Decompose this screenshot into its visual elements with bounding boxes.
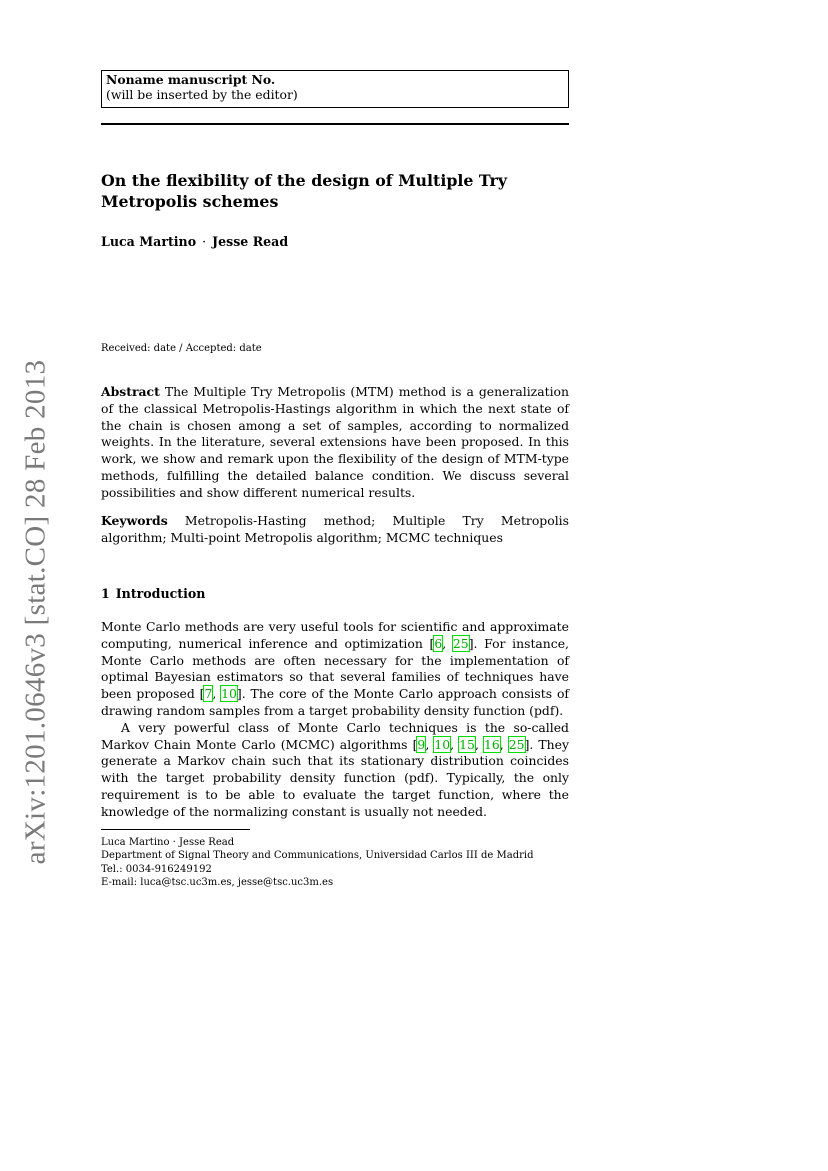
paragraph-text: A very powerful class of Monte Carlo techniques is the so-called Markov Chain Monte Carlo (MCMC) algorithms [ — [101, 719, 569, 752]
citation-separator: , — [474, 736, 484, 752]
author-name: Jesse Read — [212, 234, 289, 249]
paragraph-text: Monte Carlo methods are very useful tools for scientific and approximate computing, numerical inference and optimization [ — [101, 619, 569, 651]
citation-link[interactable]: 16 — [483, 736, 500, 752]
paper-title: On the flexibility of the design of Multiple Try Metropolis schemes — [101, 171, 508, 211]
abstract-label: Abstract — [101, 384, 160, 399]
editor-note: (will be inserted by the editor) — [106, 87, 298, 102]
citation-link[interactable]: 15 — [459, 736, 475, 752]
citation-separator: , — [499, 736, 509, 752]
citation-separator: , — [450, 736, 460, 752]
keywords-label: Keywords — [101, 513, 168, 528]
abstract — [101, 384, 569, 502]
author-name: Luca Martino — [101, 234, 197, 249]
citation-link[interactable]: 7 — [204, 686, 213, 702]
citation-separator: , — [425, 736, 435, 752]
citation-link[interactable]: 10 — [434, 736, 451, 752]
introduction-body — [101, 619, 569, 821]
section-heading — [101, 586, 205, 602]
abstract-text: The Multiple Try Metropolis (MTM) method is a generalization of the classical Metropolis-Hastings algorithm in which the next state of the chain is chosen among a set of samples, according to normalized weights. In the literature, several extensions have been proposed. In this work, we show and remark upon the flexibility of the design of MTM-type methods, fulfilling the detailed balance condition. We discuss several possibilities and show different numerical results. — [101, 384, 569, 500]
paragraph-text: ]. They generate a Markov chain such that its stationary distribution coincides with the target probability density function (pdf). Typically, the only requirement is to be able to evaluate the target function, where the knowledge of the normalizing constant is usually not needed. — [101, 736, 569, 819]
section-title: Introduction — [115, 586, 206, 601]
footnote-telephone: Tel.: 0034-916249192 — [101, 863, 212, 875]
editor-box — [101, 70, 569, 108]
citation-link[interactable]: 25 — [452, 635, 469, 651]
arxiv-identifier-stamp: arXiv:1201.0646v3 [stat.CO] 28 Feb 2013 — [19, 359, 52, 865]
footnote-affiliation: Department of Signal Theory and Communications, Universidad Carlos III de Madrid — [101, 850, 534, 862]
citation-separator: , — [212, 686, 222, 702]
footnote-email: E-mail: luca@tsc.uc3m.es, jesse@tsc.uc3m.es — [101, 876, 334, 888]
footnote — [101, 836, 569, 889]
paragraph — [101, 619, 569, 720]
citation-link[interactable]: 10 — [221, 686, 237, 702]
paragraph — [101, 720, 569, 821]
received-date: Received: date / Accepted: date — [101, 343, 262, 354]
paragraph-text: ]. The core of the Monte Carlo approach consists of drawing random samples from a target probability density function (pdf). — [101, 686, 569, 718]
manuscript-number: Noname manuscript No. — [106, 72, 276, 87]
paragraph-text: ]. For instance, Monte Carlo methods are often necessary for the implementation of optimal Bayesian estimators so that several families of techniques have been proposed [ — [101, 635, 569, 702]
citation-separator: , — [442, 635, 453, 651]
citation-link[interactable]: 6 — [434, 635, 443, 651]
citation-link[interactable]: 9 — [417, 736, 426, 752]
footnote-rule — [101, 829, 250, 830]
keywords-text: Metropolis-Hasting method; Multiple Try Metropolis algorithm; Multi-point Metropolis algorithm; MCMC techniques — [101, 513, 569, 545]
keywords — [101, 513, 569, 547]
author-separator: · — [202, 234, 207, 249]
author-list — [101, 234, 288, 250]
section-number: 1 — [101, 586, 110, 601]
citation-link[interactable]: 25 — [508, 736, 525, 752]
page-content — [101, 70, 569, 888]
title-rule — [101, 123, 569, 125]
footnote-authors: Luca Martino · Jesse Read — [101, 837, 235, 848]
